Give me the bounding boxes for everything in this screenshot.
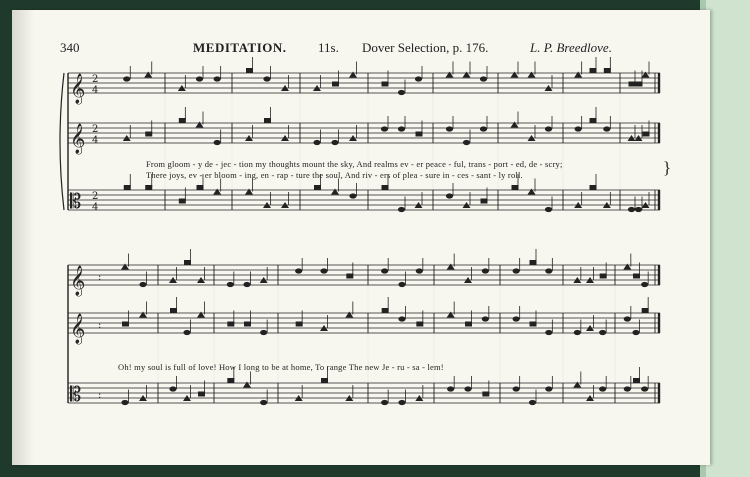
note-head — [641, 282, 648, 287]
treble-clef: 𝄞 — [70, 74, 86, 104]
note-head — [574, 330, 581, 335]
note-head — [530, 322, 537, 327]
note-head — [447, 312, 455, 318]
note-head — [346, 274, 353, 279]
note-head — [415, 76, 422, 81]
composer-name: L. P. Breedlove. — [530, 40, 612, 55]
note-head — [512, 185, 519, 190]
note-head — [196, 122, 204, 128]
note-head — [513, 316, 520, 321]
note-head — [381, 126, 388, 131]
hymn-title: MEDITATION. — [193, 40, 287, 55]
note-head — [482, 392, 489, 397]
note-head — [398, 126, 405, 131]
note-head — [179, 199, 186, 204]
note-head — [480, 76, 487, 81]
note-head — [633, 274, 640, 279]
note-head — [214, 140, 221, 145]
note-head — [196, 76, 203, 81]
time-signature-bottom: 4 — [92, 202, 99, 213]
note-head — [227, 282, 234, 287]
note-head — [264, 118, 271, 123]
repeat-dots: : — [98, 390, 102, 401]
note-head — [590, 185, 597, 190]
note-head — [139, 312, 147, 318]
note-head — [629, 82, 636, 87]
note-head — [382, 308, 389, 313]
note-head — [545, 126, 552, 131]
note-head — [121, 264, 129, 270]
note-head — [628, 207, 635, 212]
treble-clef: 𝄞 — [70, 314, 86, 344]
note-head — [139, 282, 146, 287]
note-head — [144, 72, 152, 78]
note-head — [243, 382, 251, 388]
note-head — [197, 185, 204, 190]
note-head — [349, 193, 356, 198]
note-head — [528, 72, 536, 78]
lyric-line-2: There joys, ev - er bloom - ing, en - rap - ture the soul, And riv - ers of plea - sure in - ces - sant - ly roll. — [146, 170, 523, 180]
lyric-line-3: Oh! my soul is full of love! How I long to be at home, To range The new Je - ru - sa - lem! — [118, 362, 444, 372]
note-head — [381, 268, 388, 273]
note-head — [198, 392, 205, 397]
note-head — [590, 118, 597, 123]
note-head — [575, 126, 582, 131]
note-head — [604, 68, 611, 73]
note-head — [641, 386, 648, 391]
note-head — [321, 378, 328, 383]
note-head — [331, 189, 339, 195]
note-head — [635, 207, 642, 212]
page-number: 340 — [60, 40, 80, 55]
note-head — [643, 132, 650, 137]
note-head — [213, 189, 221, 195]
note-head — [416, 132, 423, 137]
note-head — [446, 72, 454, 78]
note-head — [416, 322, 423, 327]
note-head — [446, 126, 453, 131]
note-head — [331, 140, 338, 145]
note-head — [145, 132, 152, 137]
note-head — [246, 68, 253, 73]
note-head — [398, 90, 405, 95]
note-head — [513, 268, 520, 273]
note-head — [243, 282, 250, 287]
note-head — [398, 207, 405, 212]
note-head — [320, 268, 327, 273]
c-clef: 𝄡 — [70, 382, 82, 406]
note-head — [573, 382, 581, 388]
note-head — [545, 268, 552, 273]
note-head — [197, 312, 205, 318]
note-head — [123, 76, 130, 81]
note-head — [642, 72, 650, 78]
note-head — [313, 140, 320, 145]
note-head — [446, 193, 453, 198]
treble-clef: 𝄞 — [70, 266, 86, 296]
note-head — [464, 386, 471, 391]
time-signature-bottom: 4 — [92, 135, 99, 146]
note-head — [332, 82, 339, 87]
note-head — [314, 185, 321, 190]
note-head — [545, 207, 552, 212]
note-head — [463, 140, 470, 145]
note-head — [481, 199, 488, 204]
repeat-dots: : — [98, 320, 102, 331]
lyric-line-1: From gloom - y de - jec - tion my thoughts mount the sky, And realms ev - er peace - ful, trans - port - ed, de - scry; — [146, 159, 563, 169]
note-head — [545, 386, 552, 391]
note-head — [528, 189, 536, 195]
note-head — [632, 330, 639, 335]
note-head — [416, 268, 423, 273]
note-head — [263, 76, 270, 81]
note-head — [398, 316, 405, 321]
note-head — [529, 400, 536, 405]
note-head — [480, 126, 487, 131]
time-signature-top: 2 — [92, 74, 99, 85]
note-head — [482, 316, 489, 321]
treble-clef: 𝄞 — [70, 124, 86, 154]
note-head — [590, 68, 597, 73]
note-head — [260, 400, 267, 405]
note-head — [179, 118, 186, 123]
note-head — [599, 330, 606, 335]
time-signature-bottom: 4 — [92, 85, 99, 96]
note-head — [245, 189, 253, 195]
note-head — [623, 264, 631, 270]
note-head — [170, 308, 177, 313]
c-clef: 𝄡 — [70, 189, 82, 213]
note-head — [636, 82, 643, 87]
note-head — [633, 378, 640, 383]
note-head — [463, 72, 471, 78]
note-head — [603, 126, 610, 131]
note-head — [465, 322, 472, 327]
note-head — [447, 386, 454, 391]
note-head — [624, 316, 631, 321]
note-head — [184, 260, 191, 265]
note-head — [398, 400, 405, 405]
note-head — [227, 322, 234, 327]
note-head — [244, 322, 251, 327]
note-head — [345, 312, 353, 318]
hymn-meter: 11s. — [318, 40, 339, 55]
note-head — [124, 185, 131, 190]
note-head — [600, 274, 607, 279]
note-head — [382, 82, 389, 87]
note-head — [227, 378, 234, 383]
note-head — [169, 386, 176, 391]
note-head — [513, 386, 520, 391]
note-head — [121, 400, 128, 405]
time-signature-top: 2 — [92, 191, 99, 202]
note-head — [382, 185, 389, 190]
note-head — [530, 260, 537, 265]
system-brace — [60, 73, 64, 210]
note-head — [214, 76, 221, 81]
note-head — [381, 400, 388, 405]
note-head — [511, 72, 519, 78]
note-head — [349, 72, 357, 78]
lyric-brace: } — [663, 158, 672, 177]
note-head — [599, 386, 606, 391]
note-head — [183, 330, 190, 335]
note-head — [447, 264, 455, 270]
note-head — [295, 268, 302, 273]
note-head — [260, 330, 267, 335]
hymn-source: Dover Selection, p. 176. — [362, 40, 489, 55]
note-head — [145, 185, 152, 190]
note-head — [482, 268, 489, 273]
note-head — [122, 322, 129, 327]
note-head — [511, 122, 519, 128]
note-head — [296, 322, 303, 327]
note-head — [574, 72, 582, 78]
note-head — [624, 386, 631, 391]
note-head — [398, 282, 405, 287]
time-signature-top: 2 — [92, 124, 99, 135]
repeat-dots: : — [98, 272, 102, 283]
note-head — [545, 330, 552, 335]
note-head — [642, 308, 649, 313]
